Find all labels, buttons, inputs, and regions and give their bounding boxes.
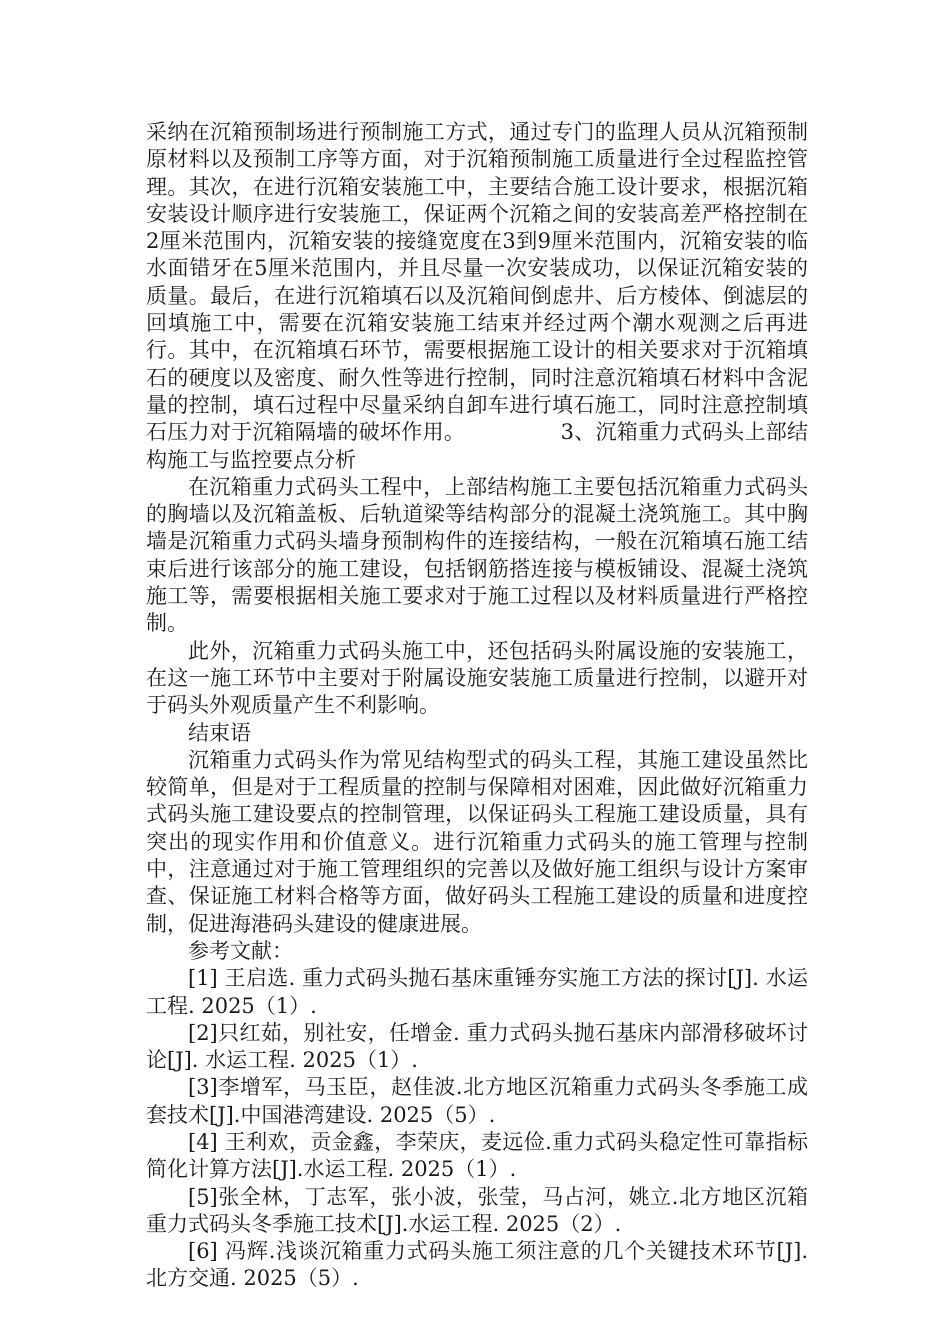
references-heading: 参考文献： <box>188 938 293 963</box>
paragraph-caisson-installation <box>146 119 808 474</box>
paragraph-upper-structure: 在沉箱重力式码头工程中，上部结构施工主要包括沉箱重力式码头的胸墙以及沉箱盖板、后轨道梁等结构部分的混凝土浇筑施工。其中胸墙是沉箱重力式码头墙身预制构件的连接结构，一般在沉箱填石施工结束后进行该部分的施工建设，包括钢筋搭连接与模板铺设、混凝土浇筑施工等，需要根据相关施工要求对于施工过程以及材料质量进行严格控制。 <box>146 474 808 636</box>
paragraph-text: 采纳在沉箱预制场进行预制施工方式，通过专门的监理人员从沉箱预制原材料以及预制工序等方面，对于沉箱预制施工质量进行全过程监控管理。其次，在进行沉箱安装施工中，主要结合施工设计要求，根据沉箱安装设计顺序进行安装施工，保证两个沉箱之间的安装高差严格控制在2厘米范围内，沉箱安装的接缝宽度在3到9厘米范围内，沉箱安装的临水面错牙在5厘米范围内，并且尽量一次安装成功，以保证沉箱安装的质量。最后，在进行沉箱填石以及沉箱间倒虑井、后方棱体、倒滤层的回填施工中，需要在沉箱安装施工结束并经过两个潮水观测之后再进行。其中，在沉箱填石环节，需要根据施工设计的相关要求对于沉箱填石的硬度以及密度、耐久性等进行控制，同时注意沉箱填石材料中含泥量的控制，填石过程中尽量采纳自卸车进行填石施工，同时注意控制填石压力对于沉箱隔墙的破坏作用。 <box>146 120 808 445</box>
reference-item: [5]张全林，丁志军，张小波，张莹，马占河，姚立.北方地区沉箱重力式码头冬季施工技术[J].水运工程. 2025（2）. <box>146 1184 808 1236</box>
reference-item: [6] 冯辉.浅谈沉箱重力式码头施工须注意的几个关键技术环节[J].北方交通. 2025（5）. <box>146 1239 808 1291</box>
paragraph-conclusion: 沉箱重力式码头作为常见结构型式的码头工程，其施工建设虽然比较简单，但是对于工程质量的控制与保障相对困难，因此做好沉箱重力式码头施工建设要点的控制管理，以保证码头工程施工建设质量，具有突出的现实作用和价值意义。进行沉箱重力式码头的施工管理与控制中，注意通过对于施工管理组织的完善以及做好施工组织与设计方案审查、保证施工材料合格等方面，做好码头工程施工建设的质量和进度控制，促进海港码头建设的健康进展。 <box>146 747 808 936</box>
reference-item: [2]只红茹，别社安，任增金. 重力式码头抛石基床内部滑移破坏讨论[J]. 水运工程. 2025（1）. <box>146 1020 808 1073</box>
section-heading: 3、沉箱重力式码头上部结构施工与监控要点分析 <box>146 420 809 472</box>
reference-item: [1] 王启选. 重力式码头抛石基床重锤夯实施工方法的探讨[J]. 水运工程. 2025（1）. <box>146 966 808 1018</box>
reference-item: [4] 王利欢，贡金鑫，李荣庆，麦远俭.重力式码头稳定性可靠指标简化计算方法[J].水运工程. 2025（1）. <box>146 1129 808 1182</box>
conclusion-heading: 结束语 <box>188 720 251 745</box>
reference-item: [3]李增军，马玉臣，赵佳波.北方地区沉箱重力式码头冬季施工成套技术[J].中国港湾建设. 2025（5）. <box>146 1075 808 1127</box>
body-text <box>146 119 808 1293</box>
paragraph-ancillary: 此外，沉箱重力式码头施工中，还包括码头附属设施的安装施工，在这一施工环节中主要对于附属设施安装施工质量进行控制，以避开对于码头外观质量产生不利影响。 <box>146 638 808 718</box>
